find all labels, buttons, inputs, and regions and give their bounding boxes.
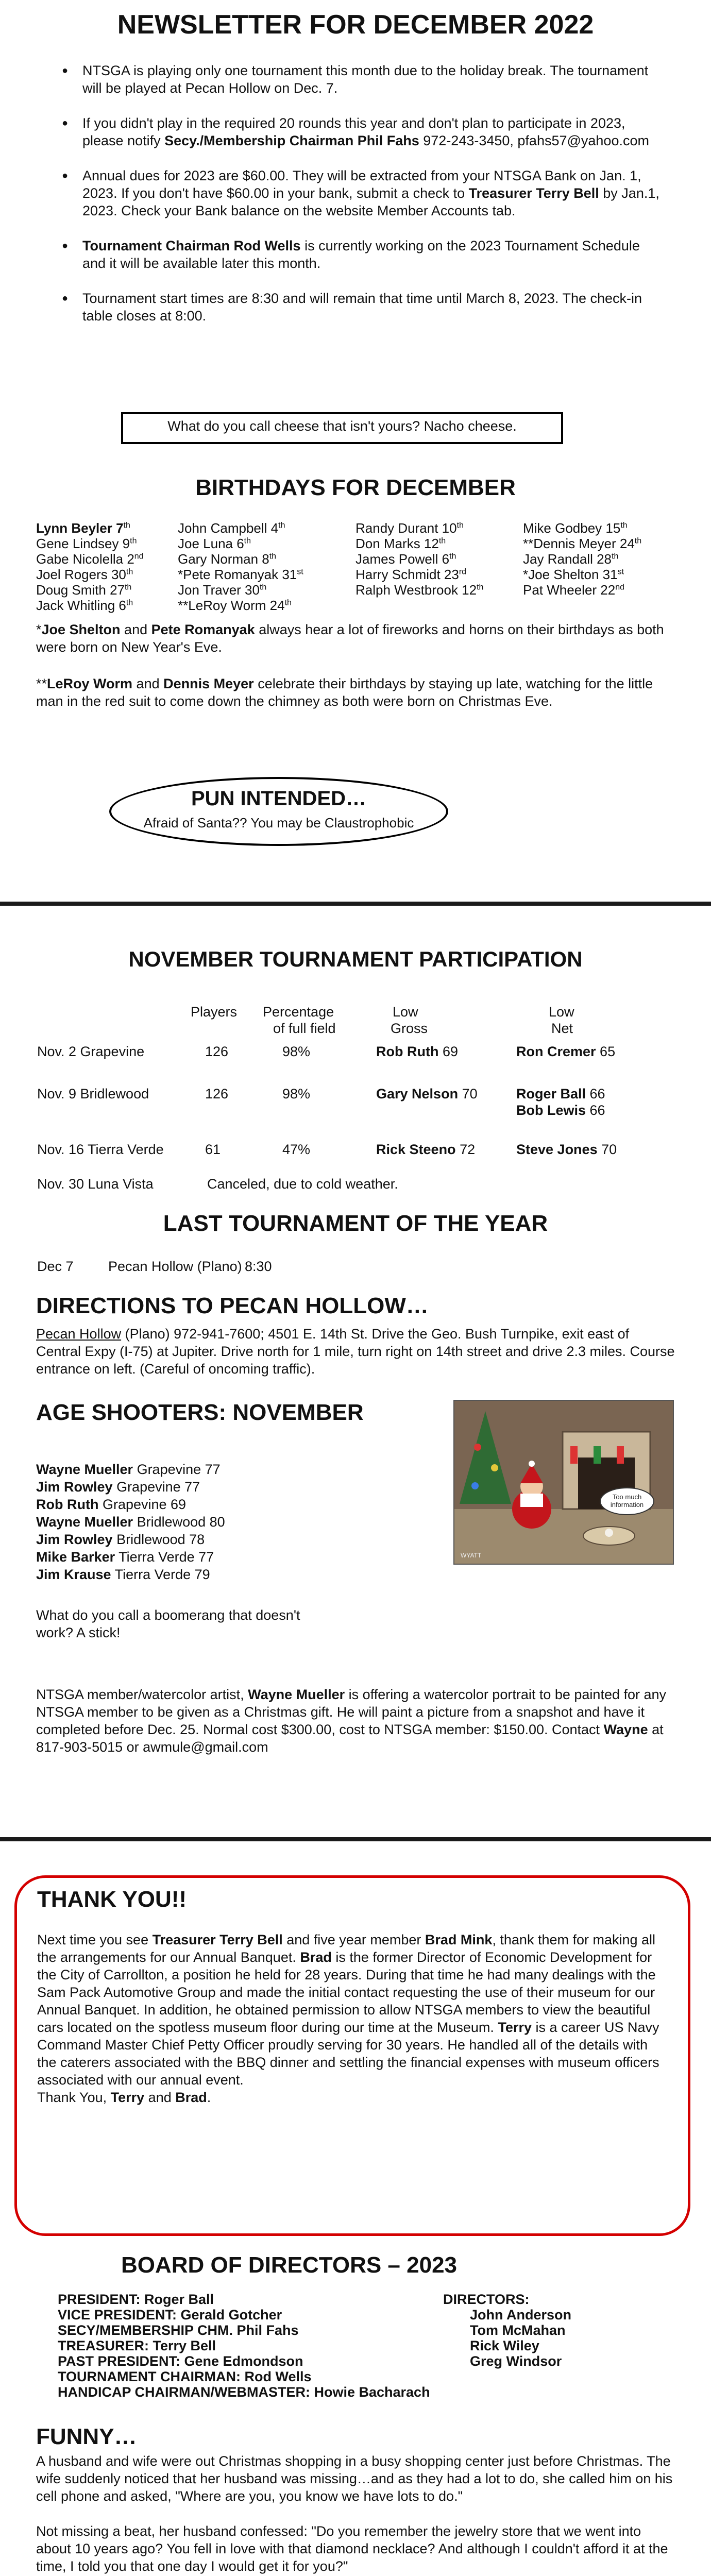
low-gross-score: 69	[438, 1044, 459, 1059]
board-title: BOARD OF DIRECTORS – 2023	[121, 2252, 458, 2278]
birthday-name: Joel Rogers 30	[36, 567, 126, 582]
age-shooter-detail: Grapevine 77	[133, 1462, 221, 1477]
low-gross-name: Rick Steeno	[376, 1142, 456, 1157]
age-shooter-entry	[36, 1513, 407, 1531]
announcement-item: ● If you didn't play in the required 20 rounds this year and don't plan to participate in 2023, please notify Secy./Membership Chairman Phil Fahs 972-243-3450, pfahs57@yahoo.com	[62, 114, 659, 149]
low-gross-name: Gary Nelson	[376, 1086, 459, 1101]
age-shooter-entry	[36, 1548, 407, 1566]
birthday-suffix: st	[297, 567, 303, 577]
low-net-entry	[516, 1102, 605, 1118]
low-net-entry	[516, 1086, 605, 1102]
age-shooter-name: Jim Rowley	[36, 1532, 113, 1547]
birthday-suffix: th	[259, 583, 267, 592]
birthday-col-3	[356, 520, 531, 598]
birthday-entry	[523, 520, 698, 536]
age-shooter-name: Wayne Mueller	[36, 1462, 133, 1477]
participation-players: 61	[205, 1142, 221, 1157]
birthday-col-2	[178, 520, 348, 613]
birthday-name: Lynn Beyler 7	[36, 520, 124, 536]
participation-low-net	[516, 1043, 615, 1060]
birthday-suffix: th	[477, 583, 484, 592]
boomerang-joke: What do you call a boomerang that doesn't work? A stick!	[36, 1607, 300, 1640]
birthday-entry	[356, 582, 531, 598]
thank-you-text: Next time you see Treasurer Terry Bell and five year member Brad Mink, thank them for making all the arrangements for our Annual Banquet. Brad is the former Director of Economic Development for the City of Carrollton, a position he held for 28 years. During that time he had many dealings with the Sam Pack Automotive Group and made the initial contact requesting the use of their museum for our Annual Banquet. In addition, he obtained permission to allow NTSGA members to view the beautiful cars located on the spotless museum floor during our time at the Museum. Terry is a career US Navy Command Master Chief Petty Officer proudly serving for 30 years. He handled all of the details with the caterers associated with the BBQ dinner and settling the financial expenses with museum officers associated with our annual event. Thank You, Terry and Brad.	[37, 1932, 659, 2105]
announcement-bold: Secy./Membership Chairman Phil Fahs	[164, 133, 419, 148]
birthday-name: Jay Randall 28	[523, 551, 612, 567]
col-low-gross: Low	[393, 1004, 418, 1020]
pun-title: PUN INTENDED…	[191, 787, 367, 810]
col-low-gross-sub: Gross	[391, 1021, 428, 1036]
birthday-suffix: th	[278, 521, 285, 530]
birthday-col-1	[36, 520, 185, 613]
age-shooter-name: Jim Krause	[36, 1567, 111, 1582]
participation-players: 126	[205, 1086, 229, 1101]
announcement-item: ● Annual dues for 2023 are $60.00. They will be extracted from your NTSGA Bank on Jan. 1, 2023. If you don't have $60.00 in your bank, submit a check to Treasurer Terry Bell by Jan.1, 2023. Check your Bank balance on the website Member Accounts tab.	[62, 167, 659, 219]
birthday-name: Ralph Westbrook 12	[356, 582, 477, 598]
birthday-suffix: rd	[459, 567, 467, 577]
birthday-entry	[36, 567, 185, 582]
board-director: Greg Windsor	[470, 2353, 562, 2369]
birthday-suffix: th	[244, 536, 251, 546]
age-shooter-detail: Grapevine 69	[98, 1497, 187, 1512]
birthday-suffix: th	[130, 536, 137, 546]
birthday-suffix: th	[124, 583, 132, 592]
birthday-entry	[356, 536, 531, 551]
low-net-score: 65	[596, 1044, 616, 1059]
santa-cartoon-drawing	[454, 1401, 673, 1564]
funny-paragraph: Not missing a beat, her husband confessed: "Do you remember the jewelry store that we went into about 10 years ago? You fell in love with that diamond necklace? And although I couldn't afford it at the time, I told you that one day I would get it for you?"	[36, 2523, 668, 2574]
age-shooters-list	[36, 1461, 407, 1583]
announcement-item: ● Tournament start times are 8:30 and will remain that time until March 8, 2023. The check-in table closes at 8:00.	[62, 290, 659, 325]
participation-title: NOVEMBER TOURNAMENT PARTICIPATION	[128, 947, 583, 971]
age-shooter-name: Wayne Mueller	[36, 1514, 133, 1530]
section-divider-2	[0, 1837, 711, 1841]
birthday-suffix: th	[612, 552, 619, 561]
participation-low-net	[516, 1141, 617, 1158]
birthday-entry	[178, 567, 348, 582]
participation-event: Nov. 2 Grapevine	[37, 1044, 145, 1059]
birthday-suffix: th	[126, 567, 133, 577]
low-net-name: Ron Cremer	[516, 1044, 596, 1059]
age-shooter-entry	[36, 1478, 407, 1496]
birthday-entry	[178, 536, 348, 551]
funny-title: FUNNY…	[36, 2424, 137, 2449]
age-shooter-entry	[36, 1461, 407, 1478]
col-low-net: Low	[549, 1004, 574, 1020]
low-net-score: 70	[597, 1142, 617, 1157]
birthday-entry	[523, 582, 698, 598]
birthday-name: Harry Schmidt 23	[356, 567, 459, 582]
participation-low-net	[516, 1086, 605, 1118]
board-officer: PAST PRESIDENT: Gene Edmondson	[58, 2353, 303, 2369]
age-shooter-detail: Tierra Verde 79	[111, 1567, 210, 1582]
birthday-name: Gabe Nicolella 2	[36, 551, 134, 567]
birthday-entry	[523, 536, 698, 551]
birthday-name: Gary Norman 8	[178, 551, 269, 567]
birthday-note-2: **LeRoy Worm and Dennis Meyer celebrate their birthdays by staying up late, watching for the little man in the red suit to come down the chimney as both were born on Christmas Eve.	[36, 676, 653, 709]
birthday-suffix: th	[438, 536, 446, 546]
birthday-entry	[356, 551, 531, 567]
participation-pct: 98%	[282, 1086, 311, 1101]
funny-paragraph: A husband and wife were out Christmas shopping in a busy shopping center just before Christmas. The wife suddenly noticed that her husband was missing…and as they had a lot to do, she called him on his cell phone and asked, "Where are you, you know we have lots to do."	[36, 2453, 673, 2504]
directions-text: Pecan Hollow (Plano) 972-941-7600; 4501 E. 14th St. Drive the Geo. Bush Turnpike, exit east of Central Expy (I-75) at Jupiter. Drive north for 1 mile, turn right on 14th street and drive 2.3 miles. Course entrance on left. (Careful of oncoming traffic).	[36, 1326, 675, 1377]
birthday-name: **LeRoy Worm 24	[178, 598, 285, 613]
birthday-suffix: th	[269, 552, 277, 561]
birthday-name: Doug Smith 27	[36, 582, 125, 598]
birthday-name: Don Marks 12	[356, 536, 439, 551]
birthday-name: Mike Godbey 15	[523, 520, 621, 536]
birthday-name: Randy Durant 10	[356, 520, 457, 536]
birthday-name: Pat Wheeler 22	[523, 582, 616, 598]
birthday-col-4	[523, 520, 698, 598]
birthday-entry	[523, 551, 698, 567]
participation-event: Nov. 16 Tierra Verde	[37, 1142, 164, 1157]
col-low-net-sub: Net	[551, 1021, 573, 1036]
age-shooter-name: Jim Rowley	[36, 1479, 113, 1495]
last-tournament-course: Pecan Hollow (Plano)	[108, 1259, 242, 1274]
age-shooter-detail: Tierra Verde 77	[115, 1549, 214, 1565]
birthday-suffix: th	[634, 536, 642, 546]
low-net-name: Roger Ball	[516, 1086, 586, 1101]
pecan-hollow-link[interactable]: Pecan Hollow	[36, 1326, 122, 1342]
low-gross-score: 72	[455, 1142, 476, 1157]
birthday-entry	[178, 582, 348, 598]
pun-text: Afraid of Santa?? You may be Claustrophobic	[143, 815, 414, 831]
board-director: John Anderson	[470, 2307, 572, 2323]
last-tournament-date: Dec 7	[37, 1259, 74, 1274]
birthdays-title: BIRTHDAYS FOR DECEMBER	[195, 475, 516, 500]
participation-low-gross	[376, 1043, 458, 1060]
board-officer: HANDICAP CHAIRMAN/WEBMASTER: Howie Bacharach	[58, 2384, 430, 2400]
directors-title: DIRECTORS:	[443, 2292, 530, 2307]
canceled-event: Nov. 30 Luna Vista	[37, 1176, 154, 1192]
announcement-list	[62, 62, 659, 342]
birthday-entry	[36, 582, 185, 598]
cartoon-signature: WYATT	[461, 1552, 482, 1559]
birthday-suffix: th	[123, 521, 130, 530]
birthday-suffix: nd	[615, 583, 625, 592]
age-shooter-name: Mike Barker	[36, 1549, 115, 1565]
col-percentage: Percentage	[263, 1004, 334, 1020]
low-net-entry	[516, 1141, 617, 1158]
age-shooter-detail: Bridlewood 80	[133, 1514, 225, 1530]
announcement-item: ● Tournament Chairman Rod Wells is currently working on the 2023 Tournament Schedule and it will be available later this month.	[62, 237, 659, 272]
thank-you-title: THANK YOU!!	[37, 1887, 187, 1912]
board-director: Tom McMahan	[470, 2323, 566, 2338]
low-gross-score: 70	[458, 1086, 478, 1101]
last-tournament-title: LAST TOURNAMENT OF THE YEAR	[163, 1211, 548, 1236]
birthday-name: **Dennis Meyer 24	[523, 536, 635, 551]
low-net-score: 66	[586, 1086, 605, 1101]
birthday-entry	[178, 520, 348, 536]
board-officer: SECY/MEMBERSHIP CHM. Phil Fahs	[58, 2323, 299, 2338]
board-directors	[470, 2307, 676, 2369]
santa-cartoon	[453, 1400, 674, 1565]
birthday-entry	[36, 598, 185, 613]
birthday-entry	[523, 567, 698, 582]
watercolor-text: NTSGA member/watercolor artist, Wayne Mueller is offering a watercolor portrait to be painted for any NTSGA member to be given as a Christmas gift. He will paint a picture from a snapshot and have it completed before Dec. 25. Normal cost $300.00, cost to NTSGA member: $150.00. Contact Wayne at 817-903-5015 or awmule@gmail.com	[36, 1687, 667, 1755]
directions-title: DIRECTIONS TO PECAN HOLLOW…	[36, 1293, 429, 1318]
birthday-suffix: th	[449, 552, 456, 561]
low-net-score: 66	[586, 1103, 605, 1118]
low-gross-name: Rob Ruth	[376, 1044, 439, 1059]
col-percentage-sub: of full field	[273, 1021, 336, 1036]
cartoon-bubble-line-2: information	[610, 1501, 644, 1509]
participation-event: Nov. 9 Bridlewood	[37, 1086, 149, 1101]
birthday-name: Jon Traver 30	[178, 582, 260, 598]
section-divider	[0, 902, 711, 906]
board-officer: TREASURER: Terry Bell	[58, 2338, 216, 2353]
age-shooters-title: AGE SHOOTERS: NOVEMBER	[36, 1400, 364, 1425]
birthday-suffix: th	[126, 598, 133, 607]
birthday-note-1: *Joe Shelton and Pete Romanyak always hear a lot of fireworks and horns on their birthdays as both were born on New Year's Eve.	[36, 622, 664, 655]
birthday-name: Joe Luna 6	[178, 536, 244, 551]
col-players: Players	[191, 1004, 238, 1020]
board-officer: TOURNAMENT CHAIRMAN: Rod Wells	[58, 2369, 312, 2384]
announcement-bold: Tournament Chairman Rod Wells	[82, 238, 301, 253]
last-tournament-time: 8:30	[245, 1259, 272, 1274]
board-officer: PRESIDENT: Roger Ball	[58, 2292, 214, 2307]
birthday-suffix: st	[617, 567, 624, 577]
announcement-item: ● NTSGA is playing only one tournament this month due to the holiday break. The tournament will be played at Pecan Hollow on Dec. 7.	[62, 62, 659, 97]
participation-pct: 98%	[282, 1044, 311, 1059]
page-title: NEWSLETTER FOR DECEMBER 2022	[117, 10, 594, 40]
birthday-name: James Powell 6	[356, 551, 450, 567]
birthday-suffix: nd	[134, 552, 144, 561]
age-shooter-detail: Grapevine 77	[112, 1479, 200, 1495]
birthday-suffix: th	[456, 521, 464, 530]
participation-players: 126	[205, 1044, 229, 1059]
birthday-entry	[36, 551, 185, 567]
birthday-entry	[36, 536, 185, 551]
canceled-text: Canceled, due to cold weather.	[207, 1176, 398, 1192]
birthday-name: Gene Lindsey 9	[36, 536, 130, 551]
birthday-entry	[356, 520, 531, 536]
birthday-name: *Joe Shelton 31	[523, 567, 618, 582]
joke-box-text: What do you call cheese that isn't yours? Nacho cheese.	[167, 418, 517, 434]
board-officer: VICE PRESIDENT: Gerald Gotcher	[58, 2307, 282, 2323]
birthday-suffix: th	[284, 598, 292, 607]
age-shooter-entry	[36, 1496, 407, 1513]
age-shooter-name: Rob Ruth	[36, 1497, 99, 1512]
birthday-entry	[178, 598, 348, 613]
birthday-entry	[178, 551, 348, 567]
birthday-suffix: th	[620, 521, 628, 530]
low-net-name: Bob Lewis	[516, 1103, 586, 1118]
funny-text	[36, 2452, 675, 2576]
age-shooter-entry	[36, 1566, 407, 1583]
birthday-name: John Campbell 4	[178, 520, 279, 536]
birthday-name: Jack Whitling 6	[36, 598, 126, 613]
low-net-entry	[516, 1043, 615, 1060]
birthday-entry	[36, 520, 185, 536]
cartoon-bubble-line-1: Too much	[612, 1493, 642, 1501]
birthday-name: *Pete Romanyak 31	[178, 567, 297, 582]
participation-pct: 47%	[282, 1142, 311, 1157]
board-officers	[58, 2292, 511, 2400]
board-director: Rick Wiley	[470, 2338, 539, 2353]
participation-low-gross	[376, 1141, 475, 1158]
participation-low-gross	[376, 1086, 478, 1102]
age-shooter-detail: Bridlewood 78	[112, 1532, 205, 1547]
birthday-entry	[356, 567, 531, 582]
announcement-bold: Treasurer Terry Bell	[468, 185, 599, 201]
age-shooter-entry	[36, 1531, 407, 1548]
low-net-name: Steve Jones	[516, 1142, 598, 1157]
